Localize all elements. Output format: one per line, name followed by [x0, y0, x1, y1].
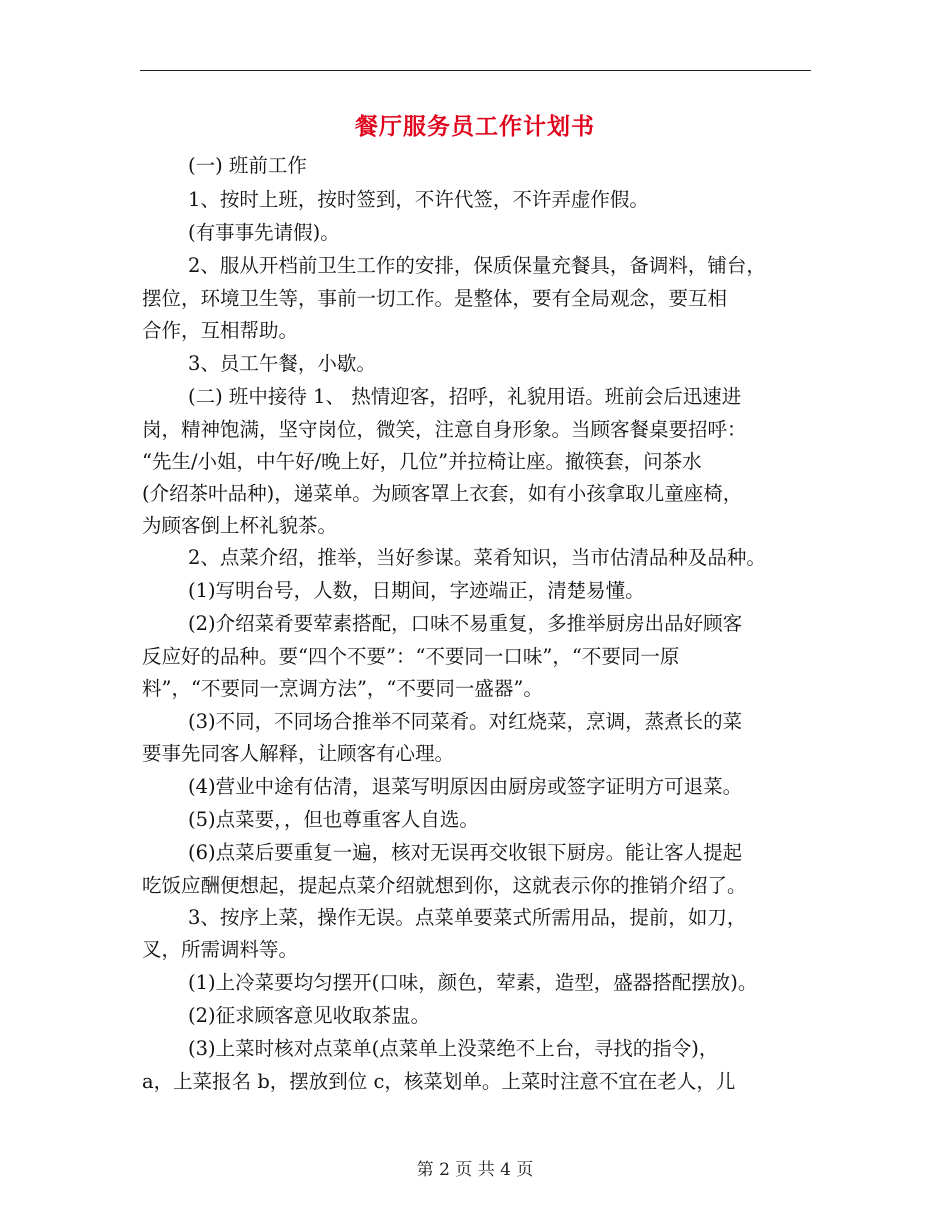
- text-line: 岗，精神饱满，坚守岗位，微笑，注意自身形象。当顾客餐桌要招呼：: [142, 418, 747, 441]
- text-line: “先生/小姐，中午好/晚上好，几位”并拉椅让座。撤筷套，问茶水: [142, 450, 702, 473]
- page-footer: 第 2 页 共 4 页: [416, 1160, 534, 1180]
- text-line: 叉，所需调料等。: [142, 938, 299, 961]
- text-line: (2)征求顾客意见收取茶盅。: [188, 1004, 431, 1027]
- text-line: 2、服从开档前卫生工作的安排，保质保量充餐具，备调料，铺台，: [188, 254, 766, 277]
- header-rule: [140, 70, 811, 71]
- text-line: 要事先同客人解释，让顾客有心理。: [142, 742, 455, 765]
- text-line: 3、按序上菜，操作无误。点菜单要菜式所需用品，提前，如刀，: [188, 906, 747, 929]
- text-line: (5)点菜要，，但也尊重客人自选。: [188, 808, 479, 831]
- text-line: (1)上冷菜要均匀摆开(口味，颜色，荤素，造型，盛器搭配摆放)。: [188, 971, 758, 994]
- text-line: 料”，“不要同一烹调方法”，“不要同一盛器”。: [142, 677, 543, 700]
- text-line: a，上菜报名 b，摆放到位 c，核菜划单。上菜时注意不宜在老人，儿: [142, 1070, 736, 1093]
- text-line: (4)营业中途有估清，退菜写明原因由厨房或签字证明方可退菜。: [188, 775, 743, 798]
- text-line: 合作，互相帮助。: [142, 319, 299, 342]
- document-title: 餐厅服务员工作计划书: [355, 114, 595, 140]
- text-line: (6)点菜后要重复一遍，核对无误再交收银下厨房。能让客人提起: [188, 841, 743, 864]
- text-line: 摆位，环境卫生等，事前一切工作。是整体，要有全局观念，要互相: [142, 287, 728, 310]
- text-line: 吃饭应酬便想起，提起点菜介绍就想到你，这就表示你的推销介绍了。: [142, 874, 747, 897]
- text-line: (3)上菜时核对点菜单(点菜单上没菜绝不上台，寻找的指令)，: [188, 1037, 719, 1060]
- text-line: 3、员工午餐，小歇。: [188, 352, 376, 375]
- text-line: 2、点菜介绍，推举，当好参谋。菜肴知识，当市估清品种及品种。: [188, 546, 766, 569]
- text-line: (2)介绍菜肴要荤素搭配，口味不易重复，多推举厨房出品好顾客: [188, 612, 743, 635]
- text-line: (有事事先请假)。: [188, 221, 340, 244]
- text-line: 反应好的品种。要“四个不要”：“不要同一口味”，“不要同一原: [142, 645, 680, 668]
- text-line: (一) 班前工作: [188, 154, 307, 177]
- text-line: 1、按时上班，按时签到，不许代签，不许弄虚作假。: [188, 188, 649, 211]
- text-line: 为顾客倒上杯礼貌茶。: [142, 514, 338, 537]
- text-line: (二) 班中接待 1、 热情迎客，招呼，礼貌用语。班前会后迅速进: [188, 385, 742, 408]
- text-line: (介绍茶叶品种)，递菜单。为顾客罩上衣套，如有小孩拿取儿童座椅，: [142, 482, 743, 505]
- text-line: (1)写明台号，人数，日期间，字迹端正，清楚易懂。: [188, 579, 645, 602]
- text-line: (3)不同，不同场合推举不同菜肴。对红烧菜，烹调，蒸煮长的菜: [188, 710, 743, 733]
